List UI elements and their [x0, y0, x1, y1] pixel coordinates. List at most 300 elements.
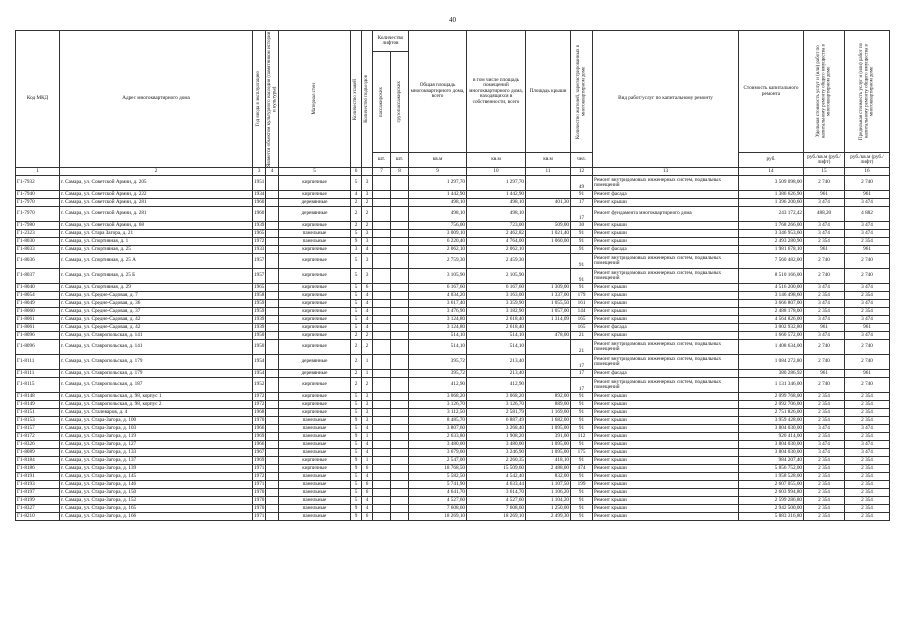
table-row	[16, 254, 890, 269]
cell-cost: 2 751 826,00	[739, 409, 804, 417]
header-lifts: Количество лифтов	[373, 31, 409, 52]
cell-residents: 165	[571, 324, 593, 332]
cell-code: Г1-8054	[16, 292, 60, 300]
cell-floors: 5	[351, 284, 362, 292]
table-row	[16, 238, 890, 246]
cell-passenger-lifts	[373, 513, 391, 521]
cell-cargo-lifts	[391, 489, 409, 497]
table-row	[16, 308, 890, 316]
cell-material: кирпичные	[279, 246, 351, 254]
cell-material: деревянные	[279, 370, 351, 378]
cell-passenger-lifts	[373, 199, 391, 207]
cell-owned-area: 1 908,20	[467, 433, 526, 441]
cell-address: г. Самара, ул. Ставропольская, д. 98, корпус 2	[60, 401, 253, 409]
cell-unit-cost: 2 354	[804, 505, 845, 513]
unit-9: шт.	[391, 153, 409, 168]
cell-cargo-lifts	[391, 378, 409, 393]
cell-material: кирпичные	[279, 332, 351, 340]
cell-address: г. Самара, ул. Стара-Загора, д. 137	[60, 457, 253, 465]
unit-8: шт.	[373, 153, 391, 168]
cell-material: панельные	[279, 481, 351, 489]
cell-unit-cost: 2 740	[804, 254, 845, 269]
cell-residents: 112	[571, 433, 593, 441]
cell-entrances: 3	[362, 269, 373, 284]
cell-year: 1966	[254, 440, 265, 447]
cell-unit-cost: 2 354	[804, 481, 845, 489]
cell-passenger-lifts	[373, 254, 391, 269]
table-row	[16, 489, 890, 497]
cell-address: г. Самара, ул. Средне-Садовая, д. 7	[60, 292, 253, 300]
cell-residents: 474	[571, 465, 593, 473]
cell-material: кирпичные	[279, 409, 351, 417]
cell-year: 1954	[253, 355, 266, 370]
table-row	[16, 473, 890, 481]
cell-residents: 179	[571, 292, 593, 300]
table-row	[16, 465, 890, 473]
cell-total-area: 514,10	[409, 340, 467, 355]
cell-total-area: 3 105,90	[409, 269, 467, 284]
cell-owned-area: 4 542,40	[467, 473, 526, 481]
cell-residents: 21	[571, 332, 593, 340]
cell-cost: 3 666 807,00	[739, 300, 804, 308]
cell-limit-cost: 2 740	[845, 176, 890, 191]
cell-floors: 5	[351, 316, 362, 324]
cell-floors: 5	[351, 489, 362, 497]
cell-material: панельные	[279, 449, 351, 457]
cell-roof-area: 1 104,20	[526, 497, 571, 505]
cell-year: 1954	[254, 369, 265, 376]
cell-residents: 91	[571, 191, 593, 199]
cell-heritage	[266, 269, 279, 284]
cell-heritage	[266, 433, 279, 441]
cell-residents: 175	[571, 449, 593, 457]
cell-heritage	[266, 473, 279, 481]
cell-total-area: 2 759,30	[409, 254, 467, 269]
cell-roof-area: 1 060,00	[526, 238, 571, 246]
header-unit-cost: Удельная стоимость услуг и (или) работ по капитальному ремонту общего имущества в многоквартирном доме	[816, 44, 832, 139]
cell-address: г. Самара, ул. Стара-Загора, д. 150	[60, 489, 253, 497]
cell-cost: 2 942 500,00	[739, 505, 804, 513]
cell-owned-area: 2 618,40	[467, 316, 526, 324]
cell-owned-area: 213,40	[467, 370, 526, 378]
cell-code: Г1-7940	[16, 191, 60, 199]
cell-cargo-lifts	[391, 230, 409, 238]
cell-address: г. Самара, ул. Стара-Загора, д. 145	[60, 473, 253, 481]
cell-cargo-lifts	[391, 308, 409, 316]
cell-roof-area	[526, 246, 571, 254]
column-number: 2	[60, 168, 253, 176]
cell-total-area: 4 641,70	[409, 489, 467, 497]
column-number	[362, 168, 373, 176]
cell-cost: 3 346 953,60	[739, 230, 804, 238]
cell-owned-area: 3 614,70	[467, 489, 526, 497]
cell-address: г. Самара, ул. Спортивная, д. 1	[60, 238, 253, 246]
cell-floors: 5	[351, 473, 362, 481]
cell-total-area: 498,10	[409, 207, 467, 222]
table-row	[16, 284, 890, 292]
cell-cost: 3 804 030,00	[739, 425, 804, 433]
cell-material: кирпичные	[279, 324, 351, 332]
cell-cost: 984 207,40	[739, 457, 804, 465]
cell-cargo-lifts	[391, 254, 409, 269]
cell-unit-cost: 3 474	[804, 441, 845, 449]
cell-material: кирпичные	[279, 308, 351, 316]
cell-entrances: 6	[362, 489, 373, 497]
cell-code: Г1-7970	[16, 207, 60, 222]
cell-passenger-lifts	[373, 207, 391, 222]
cell-floors: 2	[351, 355, 362, 370]
cell-cost: 243 172,42	[739, 207, 804, 222]
cell-owned-area: 2 260,35	[467, 457, 526, 465]
cell-unit-cost: 2 354	[804, 473, 845, 481]
cell-owned-area: 1 442,90	[467, 191, 526, 199]
cell-residents: 91	[571, 230, 593, 238]
cell-material: кирпичные	[279, 378, 351, 393]
cell-floors: 5	[351, 481, 362, 489]
cell-entrances: 3	[362, 176, 373, 191]
cell-cargo-lifts	[391, 433, 409, 441]
cell-owned-area: 3 480,00	[467, 441, 526, 449]
cell-heritage	[266, 425, 279, 433]
cell-year: 1966	[254, 424, 265, 431]
cell-floors: 5	[351, 292, 362, 300]
cell-work: Ремонт внутридомовых инженерных систем, подвальных помещений	[593, 269, 739, 284]
cell-roof-area	[526, 340, 571, 355]
cell-work: Ремонт крыши	[593, 457, 739, 465]
cell-roof-area: 509,00	[526, 222, 571, 230]
cell-work: Ремонт крыши	[593, 308, 739, 316]
cell-roof-area: 1 682,00	[526, 417, 571, 425]
cell-unit-cost: 2 354	[804, 401, 845, 409]
cell-cost: 5 856 752,00	[739, 465, 804, 473]
cell-entrances: 4	[362, 505, 373, 513]
cell-work: Ремонт крыши	[593, 441, 739, 449]
cell-roof-area: 478,00	[526, 332, 571, 340]
cell-roof-area: 1 106,20	[526, 489, 571, 497]
header-heritage: Является объектом культурного наследия (памятником истории и культуры)	[267, 31, 278, 167]
cell-work: Ремонт крыши	[593, 481, 739, 489]
cell-roof-area: 1 095,00	[526, 449, 571, 457]
cell-unit-cost: 3 474	[804, 199, 845, 207]
cell-material: деревянные	[279, 199, 351, 207]
cell-floors: 2	[351, 370, 362, 378]
cell-address: г. Самара, ул. Стара-Загора, д. 127	[60, 441, 253, 449]
cell-address: г. Самара, ул. Стара-Загора, д. 103	[60, 425, 253, 433]
column-number: 11	[526, 168, 571, 176]
table-row	[16, 230, 890, 238]
cell-material: кирпичные	[279, 269, 351, 284]
cell-limit-cost: 2 354	[845, 417, 890, 425]
cell-residents: 30	[571, 222, 593, 230]
cell-floors: 5	[351, 409, 362, 417]
cell-material: панельные	[279, 441, 351, 449]
cell-roof-area: 1 107,50	[526, 481, 571, 489]
cell-roof-area	[526, 191, 571, 199]
cell-address: г. Самара, ул. Средне-Садовая, д. 42	[60, 324, 253, 332]
cell-cost: 2 607 055,00	[739, 481, 804, 489]
table-row	[16, 316, 890, 324]
cell-unit-cost: 2 740	[804, 176, 845, 191]
cell-heritage	[266, 176, 279, 191]
cell-owned-area: 723,00	[467, 222, 526, 230]
cell-cargo-lifts	[391, 324, 409, 332]
cell-work: Ремонт внутридомовых инженерных систем, подвальных помещений	[593, 355, 739, 370]
cell-limit-cost: 961	[845, 324, 890, 332]
cell-code: Г1-8186	[16, 465, 60, 473]
cell-owned-area: 2 459,30	[467, 254, 526, 269]
cell-roof-area	[526, 207, 571, 222]
cell-floors: 5	[351, 425, 362, 433]
cell-heritage	[266, 191, 279, 199]
table-row	[16, 457, 890, 465]
cell-limit-cost: 961	[845, 191, 890, 199]
table-row	[16, 355, 890, 370]
cell-heritage	[266, 246, 279, 254]
cell-roof-area: 1 337,00	[526, 292, 571, 300]
cell-residents: 17	[571, 378, 593, 393]
cell-floors: 5	[351, 441, 362, 449]
cell-total-area: 1 442,90	[409, 191, 467, 199]
table-body	[16, 176, 890, 521]
cell-cost: 2 092 706,00	[739, 401, 804, 409]
cell-entrances: 4	[362, 308, 373, 316]
cell-work: Ремонт крыши	[593, 300, 739, 308]
header-work-type: Вид работ/услуг по капитальному ремонту	[593, 31, 739, 168]
header-code: Код МКД	[16, 31, 60, 168]
cell-residents: 91	[571, 393, 593, 401]
cell-heritage	[266, 417, 279, 425]
cell-total-area: 8 485,70	[409, 417, 467, 425]
column-number: 6	[351, 168, 362, 176]
cell-code: Г1-8326	[16, 441, 60, 449]
cell-cargo-lifts	[391, 425, 409, 433]
cell-entrances: 3	[362, 238, 373, 246]
column-number: 12	[571, 168, 593, 176]
cell-cargo-lifts	[391, 269, 409, 284]
column-number: 1	[16, 168, 60, 176]
cell-total-area: 3 480,00	[409, 441, 467, 449]
cell-cost: 3 002 932,80	[739, 324, 804, 332]
cell-year: 1960	[253, 207, 266, 222]
cell-floors: 5	[351, 269, 362, 284]
cell-work: Ремонт крыши	[593, 465, 739, 473]
cell-entrances: 3	[362, 230, 373, 238]
cell-material: кирпичные	[279, 254, 351, 269]
cell-address: г. Самара, ул. Ставропольская, д. 179	[60, 355, 253, 370]
cell-code: Г1-8115	[16, 378, 60, 393]
cell-cargo-lifts	[391, 176, 409, 191]
cell-entrances: 4	[362, 316, 373, 324]
cell-cost: 1 660 572,00	[739, 332, 804, 340]
cell-code: Г1-8030	[16, 238, 60, 246]
cell-passenger-lifts	[373, 417, 391, 425]
cell-material: кирпичные	[279, 457, 351, 465]
cell-residents: 91	[571, 401, 593, 409]
cell-passenger-lifts	[373, 473, 391, 481]
cell-entrances: 4	[362, 300, 373, 308]
cell-address: г. Самара, ул. Ставропольская, д. 98, корпус 1	[60, 393, 253, 401]
unit-15: руб.	[739, 153, 804, 168]
cell-total-area: 3 476,90	[409, 308, 467, 316]
cell-year: 1971	[254, 480, 265, 487]
cell-year: 1959	[254, 307, 265, 314]
cell-unit-cost: 2 354	[804, 513, 845, 521]
cell-passenger-lifts	[373, 308, 391, 316]
cell-unit-cost: 961	[804, 246, 845, 254]
cell-residents: 17	[571, 370, 593, 378]
cell-owned-area: 3 268,40	[467, 425, 526, 433]
cell-heritage	[266, 207, 279, 222]
cell-passenger-lifts	[373, 316, 391, 324]
cell-roof-area: 401,30	[526, 199, 571, 207]
cell-floors: 4	[351, 191, 362, 199]
cell-heritage	[266, 254, 279, 269]
cell-floors: 5	[351, 393, 362, 401]
cell-year: 1971	[254, 464, 265, 471]
cell-cargo-lifts	[391, 191, 409, 199]
cell-entrances: 6	[362, 284, 373, 292]
cell-unit-cost: 961	[804, 191, 845, 199]
cell-cargo-lifts	[391, 513, 409, 521]
cell-roof-area: 418,10	[526, 457, 571, 465]
cell-work: Ремонт крыши	[593, 497, 739, 505]
cell-cargo-lifts	[391, 207, 409, 222]
cell-entrances: 4	[362, 292, 373, 300]
cell-cargo-lifts	[391, 300, 409, 308]
cell-work: Ремонт крыши	[593, 401, 739, 409]
cell-code: Г1-8149	[16, 401, 60, 409]
table-header	[16, 31, 890, 176]
cell-roof-area: 1 095,00	[526, 425, 571, 433]
cell-roof-area: 1 309,00	[526, 284, 571, 292]
cell-roof-area: 889,00	[526, 401, 571, 409]
table-row	[16, 370, 890, 378]
cell-address: г. Самара, ул. Стара Загора, д. 21	[60, 230, 253, 238]
cell-heritage	[266, 340, 279, 355]
cell-total-area: 756,00	[409, 222, 467, 230]
cell-limit-cost: 3 474	[845, 449, 890, 457]
cell-code: Г1-8111	[16, 370, 60, 378]
cell-residents: 91	[571, 505, 593, 513]
cell-entrances: 4	[362, 449, 373, 457]
cell-passenger-lifts	[373, 481, 391, 489]
header-passenger-lifts: пассажирских	[378, 86, 384, 118]
cell-unit-cost: 2 354	[804, 489, 845, 497]
cell-code: Г1-7970	[16, 199, 60, 207]
cell-cargo-lifts	[391, 401, 409, 409]
cell-roof-area: 1 055,50	[526, 300, 571, 308]
cell-address: г. Самара, ул. Спортивная, д. 25	[60, 246, 253, 254]
cell-work: Ремонт крыши	[593, 489, 739, 497]
unit-10: кв.м	[409, 153, 467, 168]
cell-code: Г1-8036	[16, 254, 60, 269]
cell-limit-cost: 2 354	[845, 401, 890, 409]
cell-residents: 17	[571, 199, 593, 207]
cell-material: панельные	[279, 230, 351, 238]
cell-cargo-lifts	[391, 199, 409, 207]
cell-entrances: 2	[362, 222, 373, 230]
cell-unit-cost: 2 354	[804, 308, 845, 316]
cell-floors: 9	[351, 433, 362, 441]
cell-total-area: 395,72	[409, 355, 467, 370]
cell-residents: 91	[571, 254, 593, 269]
cell-work: Ремонт крыши	[593, 433, 739, 441]
header-limit-cost: Предельная стоимость услуг и (или) работ по капитальному ремонту общего имущества в многоквартирном доме	[859, 42, 875, 141]
cell-unit-cost: 961	[804, 324, 845, 332]
cell-residents: 199	[571, 481, 593, 489]
cell-code: Г1-8096	[16, 340, 60, 355]
cell-floors: 9	[351, 513, 362, 521]
header-wall-material: Материал стен	[311, 83, 317, 115]
cell-cargo-lifts	[391, 355, 409, 370]
cell-material: панельные	[279, 417, 351, 425]
cell-cost: 1 131 346,00	[739, 378, 804, 393]
cell-unit-cost: 3 474	[804, 284, 845, 292]
cell-roof-area	[526, 370, 571, 378]
cell-limit-cost: 3 474	[845, 222, 890, 230]
cell-roof-area: 832,00	[526, 473, 571, 481]
cell-heritage	[266, 409, 279, 417]
cell-material: панельные	[279, 505, 351, 513]
cell-work: Ремонт фундамента многоквартирного дома	[593, 207, 739, 222]
cell-work: Ремонт крыши	[593, 316, 739, 324]
header-year: Год ввода в эксплуатацию	[256, 71, 262, 127]
cell-address: г. Самара, ул. Спортивная, д. 25 А	[60, 254, 253, 269]
cell-unit-cost: 3 474	[804, 230, 845, 238]
cell-roof-area	[526, 324, 571, 332]
cell-unit-cost: 3 474	[804, 316, 845, 324]
cell-total-area: 5 741,90	[409, 481, 467, 489]
cell-passenger-lifts	[373, 449, 391, 457]
cell-limit-cost: 2 354	[845, 505, 890, 513]
cell-material: кирпичные	[279, 393, 351, 401]
cell-limit-cost: 2 354	[845, 465, 890, 473]
cell-cost: 2 493 280,90	[739, 238, 804, 246]
cell-owned-area: 18 269,10	[467, 513, 526, 521]
cell-cost: 7 560 482,00	[739, 254, 804, 269]
cell-limit-cost: 3 474	[845, 316, 890, 324]
cell-total-area: 3 807,60	[409, 425, 467, 433]
cell-roof-area: 391,00	[526, 433, 571, 441]
column-number: 10	[467, 168, 526, 176]
cell-cargo-lifts	[391, 449, 409, 457]
cell-owned-area: 6 887,49	[467, 417, 526, 425]
cell-heritage	[266, 284, 279, 292]
cell-cargo-lifts	[391, 246, 409, 254]
cell-material: кирпичные	[279, 340, 351, 355]
cell-unit-cost: 2 354	[804, 457, 845, 465]
cell-heritage	[266, 378, 279, 393]
cell-unit-cost: 2 354	[804, 238, 845, 246]
cell-roof-area: 1 250,00	[526, 505, 571, 513]
cell-year: 1939	[254, 315, 265, 322]
cell-total-area: 2 633,80	[409, 433, 467, 441]
cell-heritage	[266, 393, 279, 401]
column-number: 14	[739, 168, 804, 176]
cell-owned-area: 498,10	[467, 199, 526, 207]
cell-material: панельные	[279, 489, 351, 497]
table-row	[16, 246, 890, 254]
cell-owned-area: 3 163,00	[467, 292, 526, 300]
cell-cost: 1 396 200,60	[739, 199, 804, 207]
cell-residents: 91	[571, 425, 593, 433]
cell-material: деревянные	[279, 355, 351, 370]
cell-residents: 91	[571, 246, 593, 254]
cell-year: 1957	[253, 269, 266, 284]
cell-material: панельные	[279, 425, 351, 433]
cell-cost: 4 516 200,00	[739, 284, 804, 292]
cell-limit-cost: 2 740	[845, 355, 890, 370]
